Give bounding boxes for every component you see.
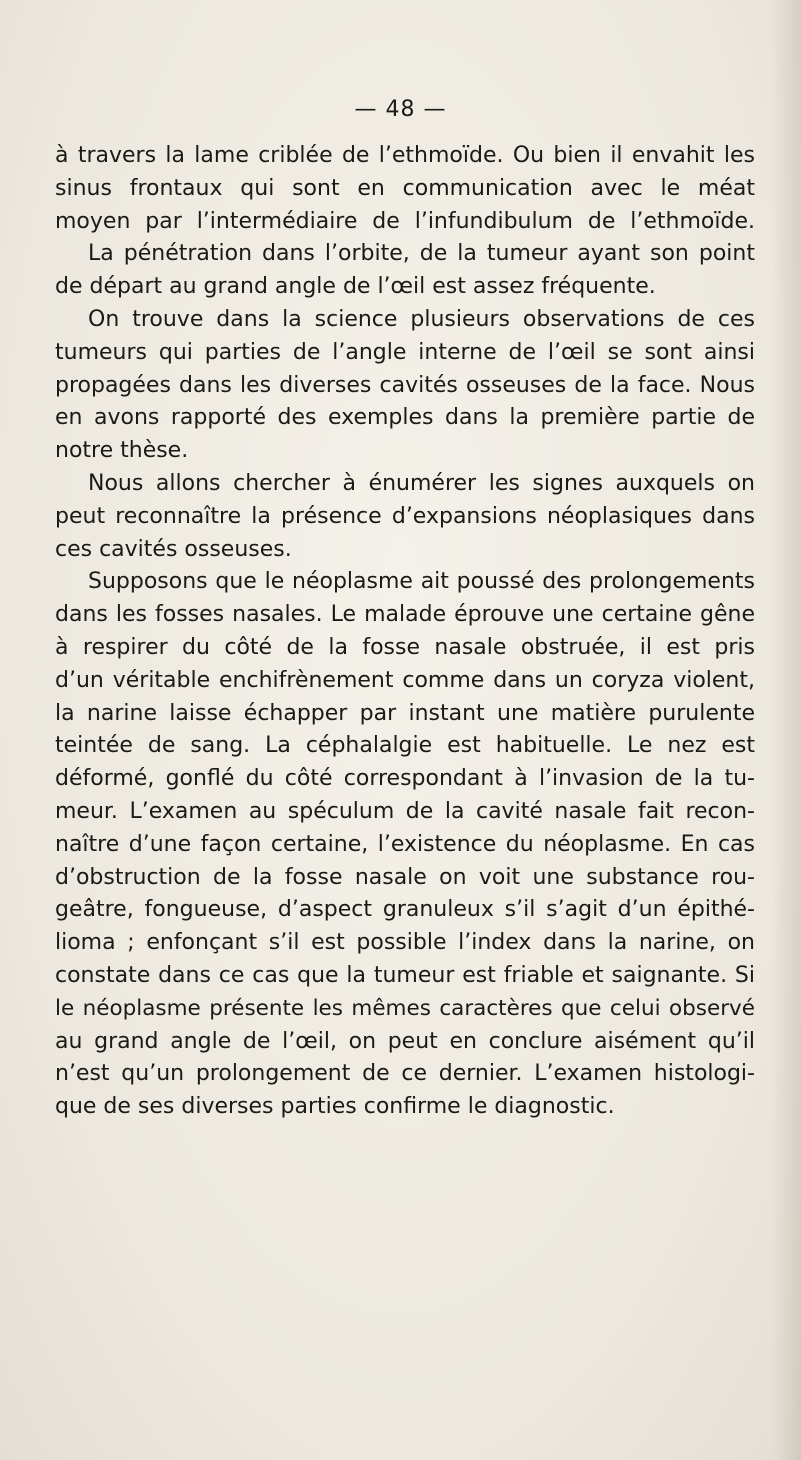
text-line: en avons rapporté des exemples dans la première partie de: [55, 405, 755, 431]
text-line: la narine laisse échapper par instant une matière purulente: [55, 700, 755, 726]
text-line: déformé, gonflé du côté correspondant à l’invasion de la tu-: [55, 766, 755, 792]
text-line: moyen par l’intermédiaire de l’infundibulum de l’ethmoïde.: [55, 208, 755, 234]
text-line: lioma ; enfonçant s’il est possible l’index dans la narine, on: [55, 930, 755, 956]
text-line: d’obstruction de la fosse nasale on voit une substance rou-: [55, 864, 755, 890]
text-line: sinus frontaux qui sont en communication avec le méat: [55, 175, 755, 201]
text-line: tumeurs qui parties de l’angle interne de l’œil se sont ainsi: [55, 339, 755, 365]
text-line: La pénétration dans l’orbite, de la tumeur ayant son point: [88, 241, 755, 267]
text-line: le néoplasme présente les mêmes caractères que celui observé: [55, 995, 755, 1021]
text-line: geâtre, fongueuse, d’aspect granuleux s’il s’agit d’un épithé-: [55, 897, 755, 923]
text-line: propagées dans les diverses cavités osseuses de la face. Nous: [55, 372, 755, 398]
text-line: naître d’une façon certaine, l’existence du néoplasme. En cas: [55, 831, 755, 857]
text-line: teintée de sang. La céphalalgie est habituelle. Le nez est: [55, 733, 755, 759]
text-line: Supposons que le néoplasme ait poussé des prolongements: [88, 569, 755, 595]
text-line: n’est qu’un prolongement de ce dernier. L’examen histologi-: [55, 1061, 755, 1087]
text-line: constate dans ce cas que la tumeur est friable et saignante. Si: [55, 962, 755, 988]
text-line: Nous allons chercher à énumérer les signes auxquels on: [88, 470, 755, 496]
body-text: [55, 140, 755, 1124]
text-line: peut reconnaître la présence d’expansions néoplasiques dans: [55, 503, 755, 529]
text-line: que de ses diverses parties confirme le diagnostic.: [55, 1094, 615, 1120]
text-line: On trouve dans la science plusieurs observations de ces: [88, 306, 755, 332]
text-line: à travers la lame criblée de l’ethmoïde. Ou bien il envahit les: [55, 143, 755, 168]
text-line: d’un véritable enchifrènement comme dans un coryza violent,: [55, 667, 755, 693]
text-line: meur. L’examen au spéculum de la cavité nasale fait recon-: [55, 798, 755, 824]
text-line: ces cavités osseuses.: [55, 536, 292, 562]
text-line: au grand angle de l’œil, on peut en conclure aisément qu’il: [55, 1028, 755, 1054]
text-line: dans les fosses nasales. Le malade éprouve une certaine gêne: [55, 602, 755, 628]
text-line: notre thèse.: [55, 438, 189, 464]
page-edge-shadow: [771, 0, 801, 1460]
page-number: — 48 —: [354, 97, 447, 122]
text-line: de départ au grand angle de l’œil est assez fréquente.: [55, 274, 656, 300]
text-line: à respirer du côté de la fosse nasale obstruée, il est pris: [55, 634, 755, 660]
